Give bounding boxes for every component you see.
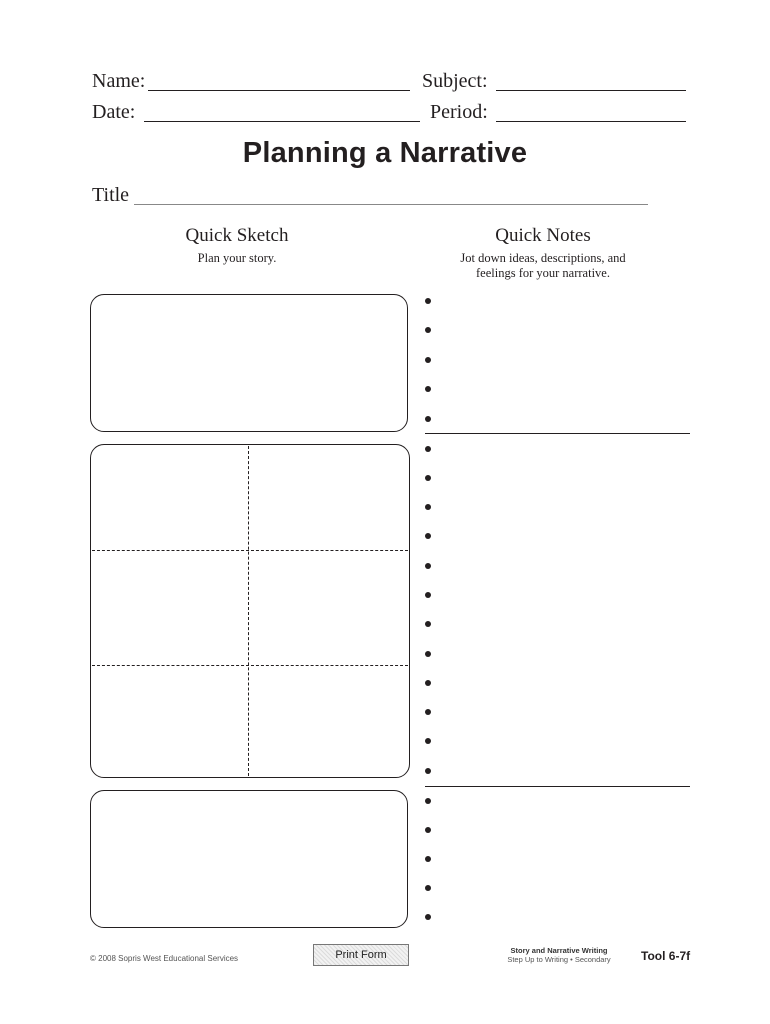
sketch-box-beginning[interactable] xyxy=(90,294,408,432)
note-bullet xyxy=(425,768,431,774)
quick-notes-subheading xyxy=(443,251,643,281)
tool-id: Tool 6-7f xyxy=(641,949,691,963)
notes-separator-1 xyxy=(425,433,690,434)
note-bullet xyxy=(425,386,431,392)
panel-divider-vertical xyxy=(248,446,249,776)
note-bullet xyxy=(425,914,431,920)
notes-separator-2 xyxy=(425,786,690,787)
title-label: Title xyxy=(92,184,130,206)
note-bullet xyxy=(425,563,431,569)
sketch-box-middle[interactable] xyxy=(90,444,410,778)
panel-divider-horizontal-2 xyxy=(92,665,408,666)
note-bullet xyxy=(425,856,431,862)
note-bullet xyxy=(425,621,431,627)
note-bullet xyxy=(425,504,431,510)
note-bullet xyxy=(425,475,431,481)
note-bullet xyxy=(425,446,431,452)
note-bullet xyxy=(425,798,431,804)
note-bullet xyxy=(425,680,431,686)
series-subtitle: Step Up to Writing • Secondary xyxy=(507,955,611,964)
sketch-box-end[interactable] xyxy=(90,790,408,928)
date-label: Date: xyxy=(92,101,136,123)
date-field[interactable] xyxy=(144,101,420,122)
note-bullet xyxy=(425,738,431,744)
note-bullet xyxy=(425,298,431,304)
subject-label: Subject: xyxy=(422,70,488,92)
name-label: Name: xyxy=(92,70,146,92)
page-title: Planning a Narrative xyxy=(242,137,528,169)
quick-sketch-subheading: Plan your story. xyxy=(197,251,277,265)
title-field[interactable] xyxy=(134,184,648,205)
note-bullet xyxy=(425,533,431,539)
quick-notes-heading: Quick Notes xyxy=(495,225,591,246)
note-bullet xyxy=(425,827,431,833)
note-bullet xyxy=(425,651,431,657)
name-field[interactable] xyxy=(148,70,410,91)
note-bullet xyxy=(425,357,431,363)
quick-sketch-heading: Quick Sketch xyxy=(185,225,289,246)
note-bullet xyxy=(425,885,431,891)
print-form-button[interactable]: Print Form xyxy=(313,944,409,966)
quick-notes-subheading-line1: Jot down ideas, descriptions, and xyxy=(460,251,626,265)
series-title: Story and Narrative Writing xyxy=(510,946,608,955)
quick-notes-subheading-line2: feelings for your narrative. xyxy=(476,266,610,280)
note-bullet xyxy=(425,592,431,598)
subject-field[interactable] xyxy=(496,70,686,91)
period-label: Period: xyxy=(430,101,488,123)
period-field[interactable] xyxy=(496,101,686,122)
copyright-text: © 2008 Sopris West Educational Services xyxy=(90,954,239,963)
panel-divider-horizontal-1 xyxy=(92,550,408,551)
note-bullet xyxy=(425,327,431,333)
note-bullet xyxy=(425,709,431,715)
note-bullet xyxy=(425,416,431,422)
